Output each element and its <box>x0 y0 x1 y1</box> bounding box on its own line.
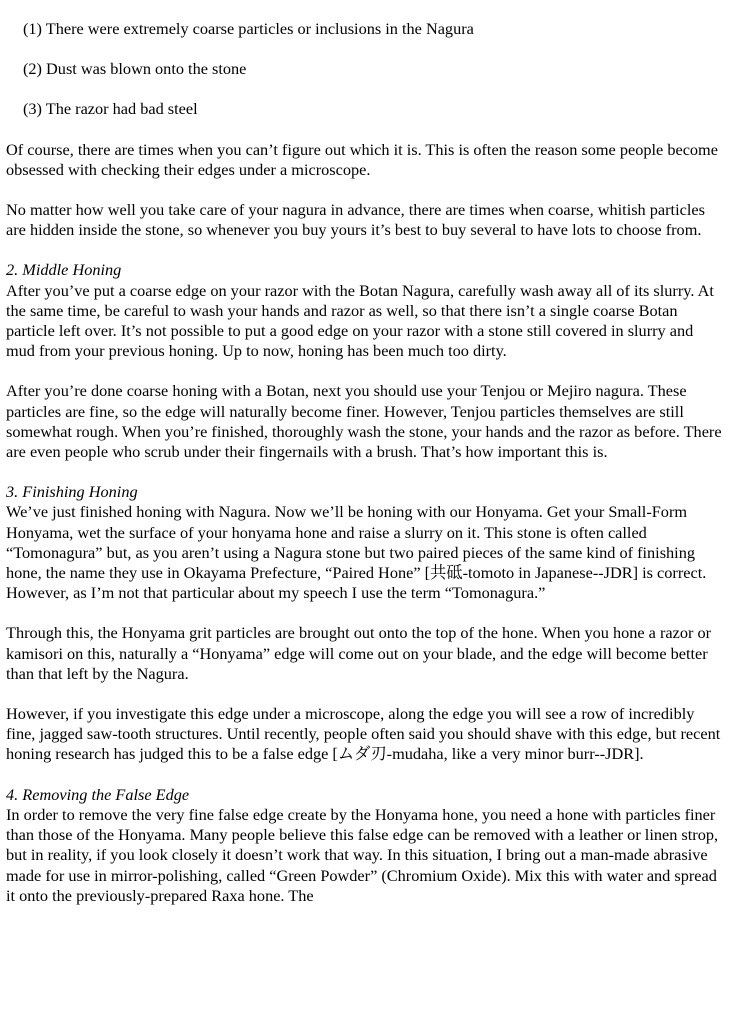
list-item: (2) Dust was blown onto the stone <box>23 59 247 79</box>
paragraph: In order to remove the very fine false edge create by the Honyama hone, you need a hone with particles finer than those of the Honyama. Many people believe this false edge can be removed with a leather or linen strop, but in reality, if you look closely it doesn’t work that way. In this situation, I bring out a man-made abrasive made for use in mirror-polishing, called “Green Powder” (Chromium Oxide). Mix this with water and spread it onto the previously-prepared Raxa hone. The <box>6 804 719 905</box>
document-page <box>6 19 722 926</box>
cause-list <box>6 19 722 120</box>
section-heading: 4. Removing the False Edge <box>6 784 190 804</box>
section-middle-honing <box>6 260 722 462</box>
section-removing-false-edge <box>6 785 722 906</box>
section-heading: 2. Middle Honing <box>6 260 122 280</box>
section-heading: 3. Finishing Honing <box>6 482 138 502</box>
list-item: (1) There were extremely coarse particles or inclusions in the Nagura <box>23 19 474 38</box>
paragraph: We’ve just finished honing with Nagura. Now we’ll be honing with our Honyama. Get your Small-Form Honyama, wet the surface of your honyama hone and raise a slurry on it. This stone is often called “Tomonagura” but, as you aren’t using a Nagura stone but two paired pieces of the same kind of finishing hone, the name they use in Okayama Prefecture, “Paired Hone” [共砥-tomoto in Japanese--JDR] is correct. However, as I’m not that particular about my speech I use the term “Tomonagura.” <box>6 502 707 603</box>
paragraph: Of course, there are times when you can’t figure out which it is. This is often the reason some people become obsessed with checking their edges under a microscope. <box>6 139 718 179</box>
paragraph: After you’ve put a coarse edge on your razor with the Botan Nagura, carefully wash away all of its slurry. At the same time, be careful to wash your hands and razor as well, so that there isn’t a single coarse Botan particle left over. It’s not possible to put a good edge on your razor with a stone still covered in slurry and mud from your previous honing. Up to now, honing has been much too dirty. <box>6 280 714 361</box>
paragraph: Through this, the Honyama grit particles are brought out onto the top of the hone. When you hone a razor or kamisori on this, naturally a “Honyama” edge will come out on your blade, and the edge will become better than that left by the Nagura. <box>6 623 712 683</box>
section-finishing-honing <box>6 482 722 764</box>
paragraph: No matter how well you take care of your nagura in advance, there are times when coarse, whitish particles are hidden inside the stone, so whenever you buy yours it’s best to buy several to have lots to choose from. <box>6 200 705 240</box>
paragraph: After you’re done coarse honing with a Botan, next you should use your Tenjou or Mejiro nagura. These particles are fine, so the edge will naturally become finer. However, Tenjou particles themselves are still somewhat rough. When you’re finished, thoroughly wash the stone, your hands and the razor as before. There are even people who scrub under their fingernails with a brush. That’s how important this is. <box>6 381 722 462</box>
paragraph: However, if you investigate this edge under a microscope, along the edge you will see a row of incredibly fine, jagged saw-tooth structures. Until recently, people often said you should shave with this edge, but recent honing research has judged this to be a false edge [ムダ刃-mudaha, like a very minor burr--JDR]. <box>6 704 721 764</box>
list-item: (3) The razor had bad steel <box>23 99 198 119</box>
